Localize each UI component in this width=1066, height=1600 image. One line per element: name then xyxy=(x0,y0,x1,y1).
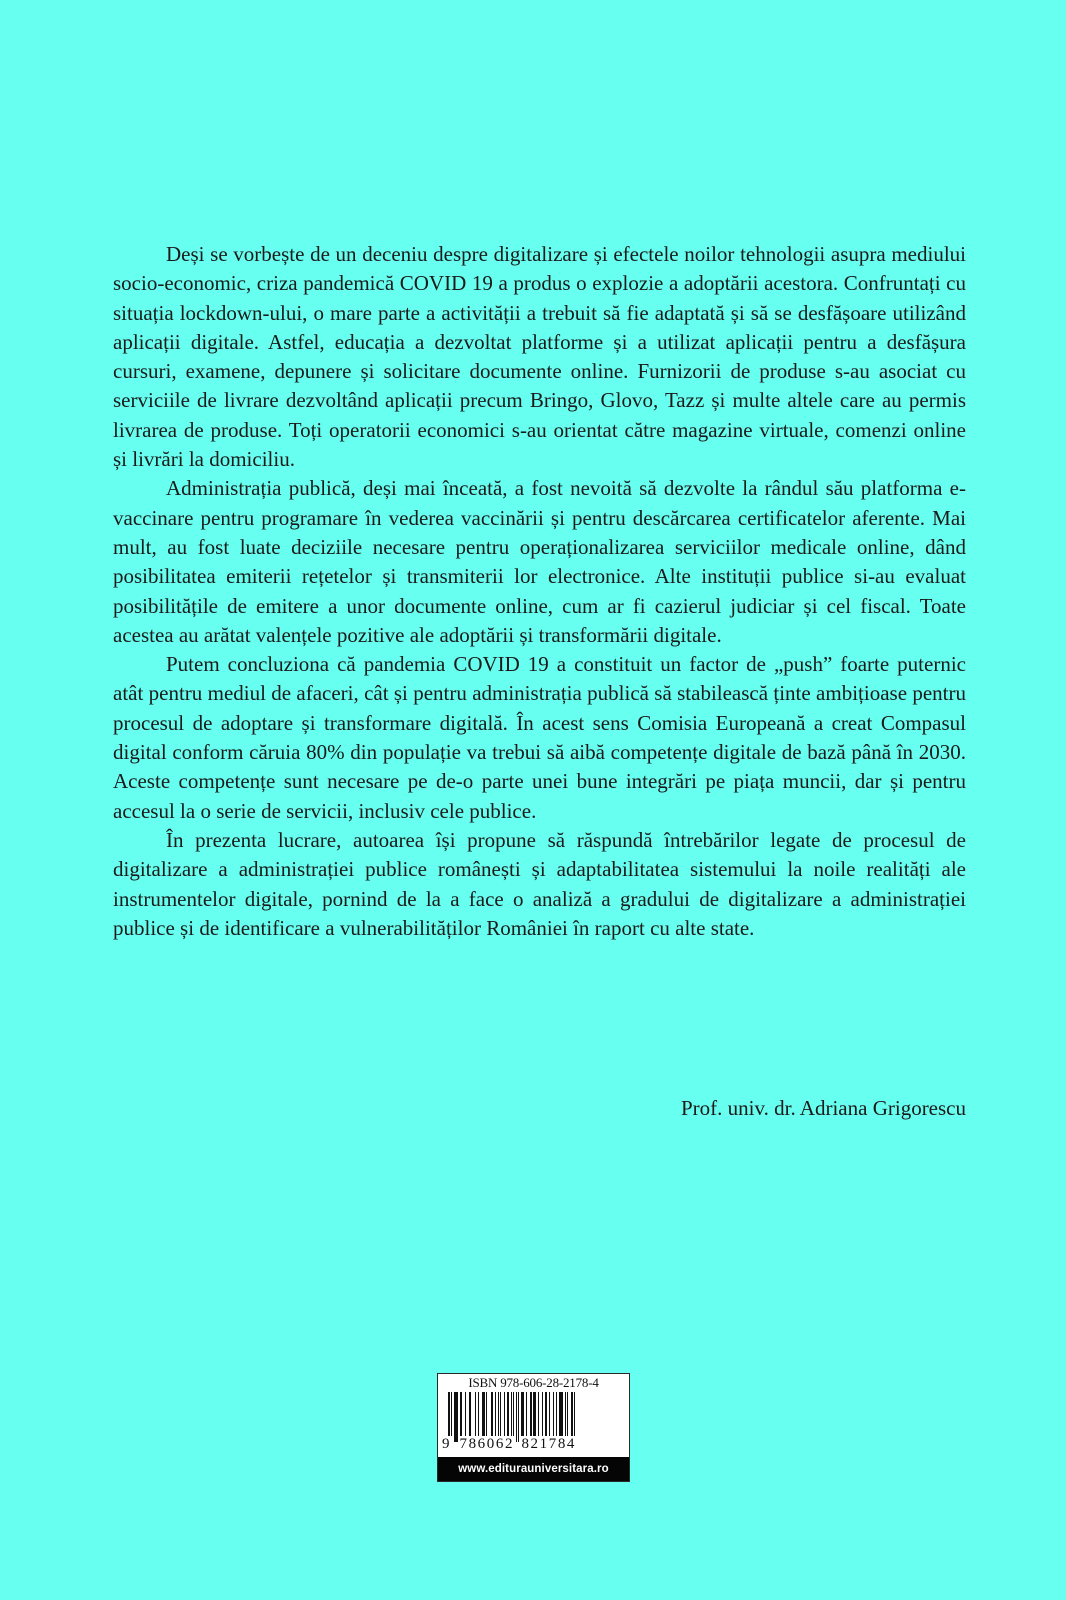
publisher-url: www.editurauniversitara.ro xyxy=(438,1457,629,1481)
isbn-barcode-block xyxy=(437,1373,630,1482)
barcode-icon xyxy=(448,1392,623,1442)
barcode-digit-group-1: 786062 xyxy=(459,1436,515,1452)
paragraph-3: Putem concluziona că pandemia COVID 19 a constituit un factor de „push” foarte puternic atât pentru mediul de afaceri, cât și pentru administrația publică să stabilească ținte ambițioase pentru procesul de adoptare și transformare digitală. În acest sens Comisia Europeană a creat Compasul digital conform căruia 80% din populație va trebui să aibă competențe digitale de bază până în 2030. Aceste competențe sunt necesare pe de-o parte unei bune integrări pe piața muncii, dar și pentru accesul la o serie de servicii, inclusiv cele publice. xyxy=(113,652,966,823)
author-signature: Prof. univ. dr. Adriana Grigorescu xyxy=(681,1096,966,1120)
paragraph-2: Administrația publică, deși mai înceată, a fost nevoită să dezvolte la rândul său platforma e-vaccinare pentru programare în vederea vaccinării și pentru descărcarea certificatelor aferente. Mai mult, au fost luate deciziile necesare pentru operaționalizarea serviciilor medicale online, dând posibilitatea emiterii rețetelor și transmiterii lor electronice. Alte instituții publice si-au evaluat posibilitățile de emitere a unor documente online, cum ar fi cazierul judiciar și cel fiscal. Toate acestea au arătat valențele pozitive ale adoptării și transformării digitale. xyxy=(113,476,966,647)
barcode-digits xyxy=(442,1436,623,1452)
isbn-label: ISBN 978-606-28-2178-4 xyxy=(468,1375,599,1390)
barcode-digit-lead: 9 xyxy=(442,1436,452,1452)
blurb-text xyxy=(113,240,966,943)
barcode-digit-group-2: 821784 xyxy=(521,1436,577,1452)
paragraph-1: Deși se vorbește de un deceniu despre digitalizare și efectele noilor tehnologii asupra mediului socio-economic, criza pandemică COVID 19 a produs o explozie a adoptării acestora. Confruntați cu situația lockdown-ului, o mare parte a activității a trebuit să fie adaptată și să se desfășoare utilizând aplicații digitale. Astfel, educația a dezvoltat platforme și a utilizat aplicații pentru a desfășura cursuri, examene, depunere și solicitare documente online. Furnizorii de produse s-au asociat cu serviciile de livrare dezvoltând aplicații precum Bringo, Glovo, Tazz și multe altele care au permis livrarea de produse. Toți operatorii economici s-au orientat către magazine virtuale, comenzi online și livrări la domiciliu. xyxy=(113,242,966,472)
paragraph-4: În prezenta lucrare, autoarea își propune să răspundă întrebărilor legate de procesul de digitalizare a administrației publice românești și adaptabilitatea sistemului la noile realități ale instrumentelor digitale, pornind de la a face o analiză a gradului de digitalizare a administrației publice și de identificare a vulnerabilităților României în raport cu alte state. xyxy=(113,827,966,940)
